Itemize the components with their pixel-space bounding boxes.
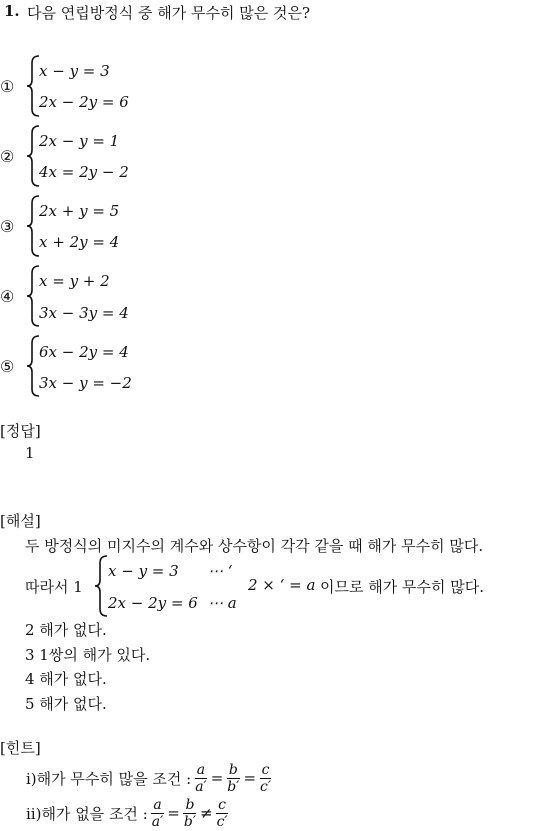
option-2-eq2: 4x = 2y − 2 <box>39 163 129 181</box>
brace-icon <box>94 555 108 617</box>
explanation-sys-eq1: x − y = 3 <box>108 562 179 580</box>
hint-heading: [힌트] <box>0 739 41 757</box>
option-marker-2[interactable]: ② <box>0 147 15 166</box>
question-number: 1. <box>4 2 20 20</box>
hint-condition-ii-label: ⅱ)해가 없을 조건 : <box>26 804 148 823</box>
answer-heading: [정답] <box>0 422 41 440</box>
fraction: $\frac{c}{c'}$ <box>260 761 272 795</box>
question-text: 다음 연립방정식 중 해가 무수히 많은 것은? <box>27 4 310 22</box>
explanation-sys-eq2: 2x − 2y = 6 <box>108 594 198 612</box>
fraction: $\frac{a}{a'}$ <box>195 761 207 795</box>
explanation-sys-tag1: ⋯ ‘ <box>208 562 233 580</box>
explanation-heading: [해설] <box>0 512 41 530</box>
equals-sign: = <box>243 769 257 787</box>
brace-icon <box>26 55 40 117</box>
option-3-eq1: 2x + y = 5 <box>39 202 120 220</box>
hint-condition-i-label: ⅰ)해가 무수히 많을 조건 : <box>26 769 192 788</box>
option-1-eq1: x − y = 3 <box>39 62 110 80</box>
option-1-eq2: 2x − 2y = 6 <box>39 93 129 111</box>
explanation-line-1: 두 방정식의 미지수의 계수와 상수항이 각각 같을 때 해가 무수히 많다. <box>25 537 484 555</box>
explanation-item: 4 해가 없다. <box>25 670 107 688</box>
brace-icon <box>26 265 40 327</box>
brace-icon <box>26 335 40 397</box>
equals-sign: = <box>167 804 180 822</box>
explanation-item: 2 해가 없다. <box>25 621 107 639</box>
explanation-line-2-suffix: 이므로 해가 무수히 많다. <box>320 578 484 596</box>
hint-condition-i <box>26 760 275 796</box>
brace-icon <box>26 125 40 187</box>
option-marker-3[interactable]: ③ <box>0 217 15 236</box>
fraction: $\frac{a}{a'}$ <box>151 796 164 830</box>
explanation-item: 3 1쌍의 해가 있다. <box>25 646 151 664</box>
option-3-eq2: x + 2y = 4 <box>39 233 120 251</box>
fraction: $\frac{c}{c'}$ <box>216 796 228 830</box>
explanation-line-2-expr: 2 × ‘ = a <box>248 576 316 594</box>
option-5-eq2: 3x − y = −2 <box>39 374 132 392</box>
option-4-eq1: x = y + 2 <box>39 272 110 290</box>
brace-icon <box>26 195 40 257</box>
answer-value: 1 <box>25 444 35 462</box>
option-marker-4[interactable]: ④ <box>0 287 15 306</box>
fraction: $\frac{b}{b'}$ <box>227 761 240 795</box>
option-marker-5[interactable]: ⑤ <box>0 357 15 376</box>
hint-condition-ii <box>26 795 232 831</box>
explanation-sys-tag2: ⋯ a <box>208 594 237 612</box>
option-2-eq1: 2x − y = 1 <box>39 132 120 150</box>
explanation-line-2-prefix: 따라서 1 <box>25 578 83 596</box>
option-marker-1[interactable]: ① <box>0 77 15 96</box>
not-equal-sign: ≠ <box>200 804 213 822</box>
option-5-eq1: 6x − 2y = 4 <box>39 343 129 361</box>
fraction: $\frac{b}{b'}$ <box>183 796 196 830</box>
explanation-item: 5 해가 없다. <box>25 695 107 713</box>
equals-sign: = <box>210 769 224 787</box>
option-4-eq2: 3x − 3y = 4 <box>39 304 129 322</box>
